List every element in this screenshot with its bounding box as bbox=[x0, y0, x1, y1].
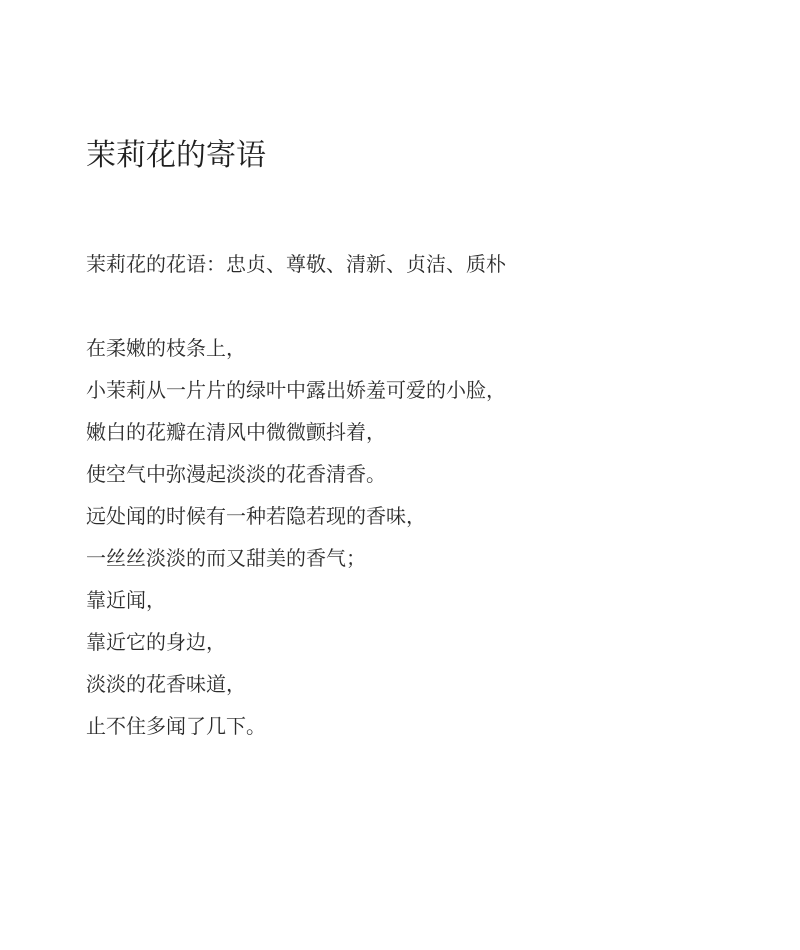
flower-language-line: 茉莉花的花语：忠贞、尊敬、清新、贞洁、质朴 bbox=[86, 252, 506, 276]
poem-line: 嫩白的花瓣在清风中微微颤抖着， bbox=[86, 420, 386, 444]
poem-line: 在柔嫩的枝条上， bbox=[86, 336, 246, 360]
poem-line: 淡淡的花香味道， bbox=[86, 672, 246, 696]
poem-line: 靠近它的身边， bbox=[86, 630, 226, 654]
poem-body bbox=[86, 333, 506, 753]
poem-line: 一丝丝淡淡的而又甜美的香气； bbox=[86, 546, 366, 570]
poem-line: 止不住多闻了几下。 bbox=[86, 714, 266, 738]
poem-line: 靠近闻， bbox=[86, 588, 166, 612]
article-title: 茉莉花的寄语 bbox=[86, 138, 266, 173]
poem-line: 小茉莉从一片片的绿叶中露出娇羞可爱的小脸， bbox=[86, 378, 506, 402]
poem-line: 远处闻的时候有一种若隐若现的香味， bbox=[86, 504, 426, 528]
poem-line: 使空气中弥漫起淡淡的花香清香。 bbox=[86, 462, 386, 486]
